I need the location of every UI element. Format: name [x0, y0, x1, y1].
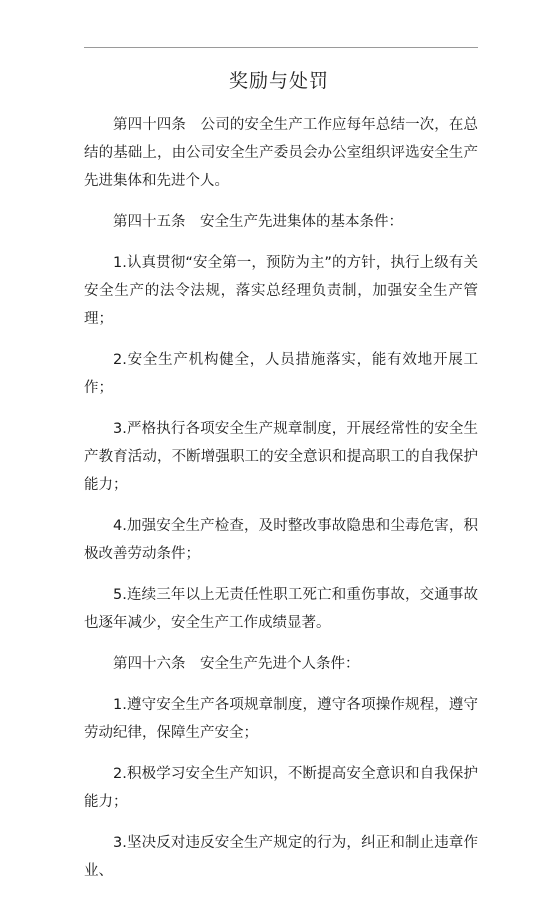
collective-condition-3: 3.严格执行各项安全生产规章制度，开展经常性的安全生产教育活动，不断增强职工的安全意识和提高职工的自我保护能力； — [84, 421, 478, 493]
article-44-paragraph: 第四十四条 公司的安全生产工作应每年总结一次，在总结的基础上，由公司安全生产委员会办公室组织评选安全生产先进集体和先进个人。 — [84, 117, 478, 189]
collective-condition-2: 2.安全生产机构健全，人员措施落实，能有效地开展工作； — [84, 352, 478, 396]
collective-condition-5: 5.连续三年以上无责任性职工死亡和重伤事故，交通事故也逐年减少，安全生产工作成绩显著。 — [84, 587, 478, 631]
header-divider — [84, 47, 478, 48]
collective-condition-4: 4.加强安全生产检查，及时整改事故隐患和尘毒危害，积极改善劳动条件； — [84, 518, 478, 562]
article-46-heading: 第四十六条 安全生产先进个人条件： — [113, 656, 360, 672]
page-title: 奖励与处罚 — [228, 70, 329, 92]
individual-condition-3: 3.坚决反对违反安全生产规定的行为，纠正和制止违章作业、 — [84, 835, 478, 879]
individual-condition-1: 1.遵守安全生产各项规章制度，遵守各项操作规程，遵守劳动纪律，保障生产安全； — [84, 697, 478, 741]
individual-condition-2: 2.积极学习安全生产知识，不断提高安全意识和自我保护能力； — [84, 766, 478, 810]
document-body — [84, 111, 478, 898]
collective-condition-1: 1.认真贯彻“安全第一，预防为主”的方针，执行上级有关安全生产的法令法规，落实总经理负责制，加强安全生产管理； — [84, 255, 478, 327]
article-45-heading: 第四十五条 安全生产先进集体的基本条件： — [113, 214, 403, 230]
